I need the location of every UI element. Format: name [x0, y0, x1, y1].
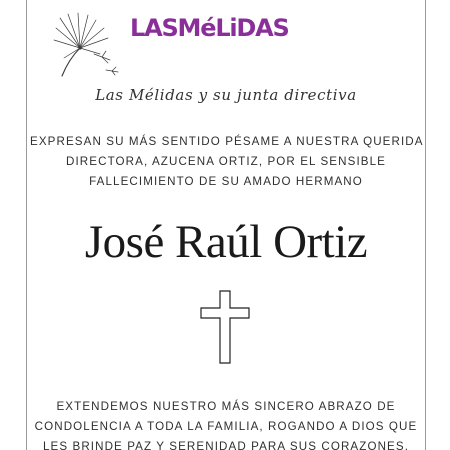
intro-line: EXPRESAN SU MÁS SENTIDO PÉSAME A NUESTRA QUERIDA [30, 135, 424, 148]
intro-line: DIRECTORA, AZUCENA ORTIZ, POR EL SENSIBLE [66, 155, 386, 168]
organization-subtitle: Las Mélidas y su junta directiva [95, 86, 357, 104]
intro-line: FALLECIMIENTO DE SU AMADO HERMANO [89, 175, 363, 188]
deceased-name: José Raúl Ortiz [84, 216, 368, 268]
intro-message [30, 132, 422, 192]
closing-line: EXTENDEMOS NUESTRO MÁS SINCERO ABRAZO DE [56, 400, 396, 413]
closing-line: LES BRINDE PAZ Y SERENIDAD PARA SUS CORAZONES. [42, 440, 410, 450]
dandelion-icon [50, 10, 122, 80]
cross-icon [200, 290, 250, 364]
closing-line: CONDOLENCIA A TODA LA FAMILIA, ROGANDO A DIOS QUE [34, 420, 418, 433]
closing-message [30, 397, 422, 450]
lasmelidas-logo: LASMéLiDAS [130, 14, 289, 42]
frame-left-border [26, 0, 27, 450]
frame-right-border [425, 0, 426, 450]
